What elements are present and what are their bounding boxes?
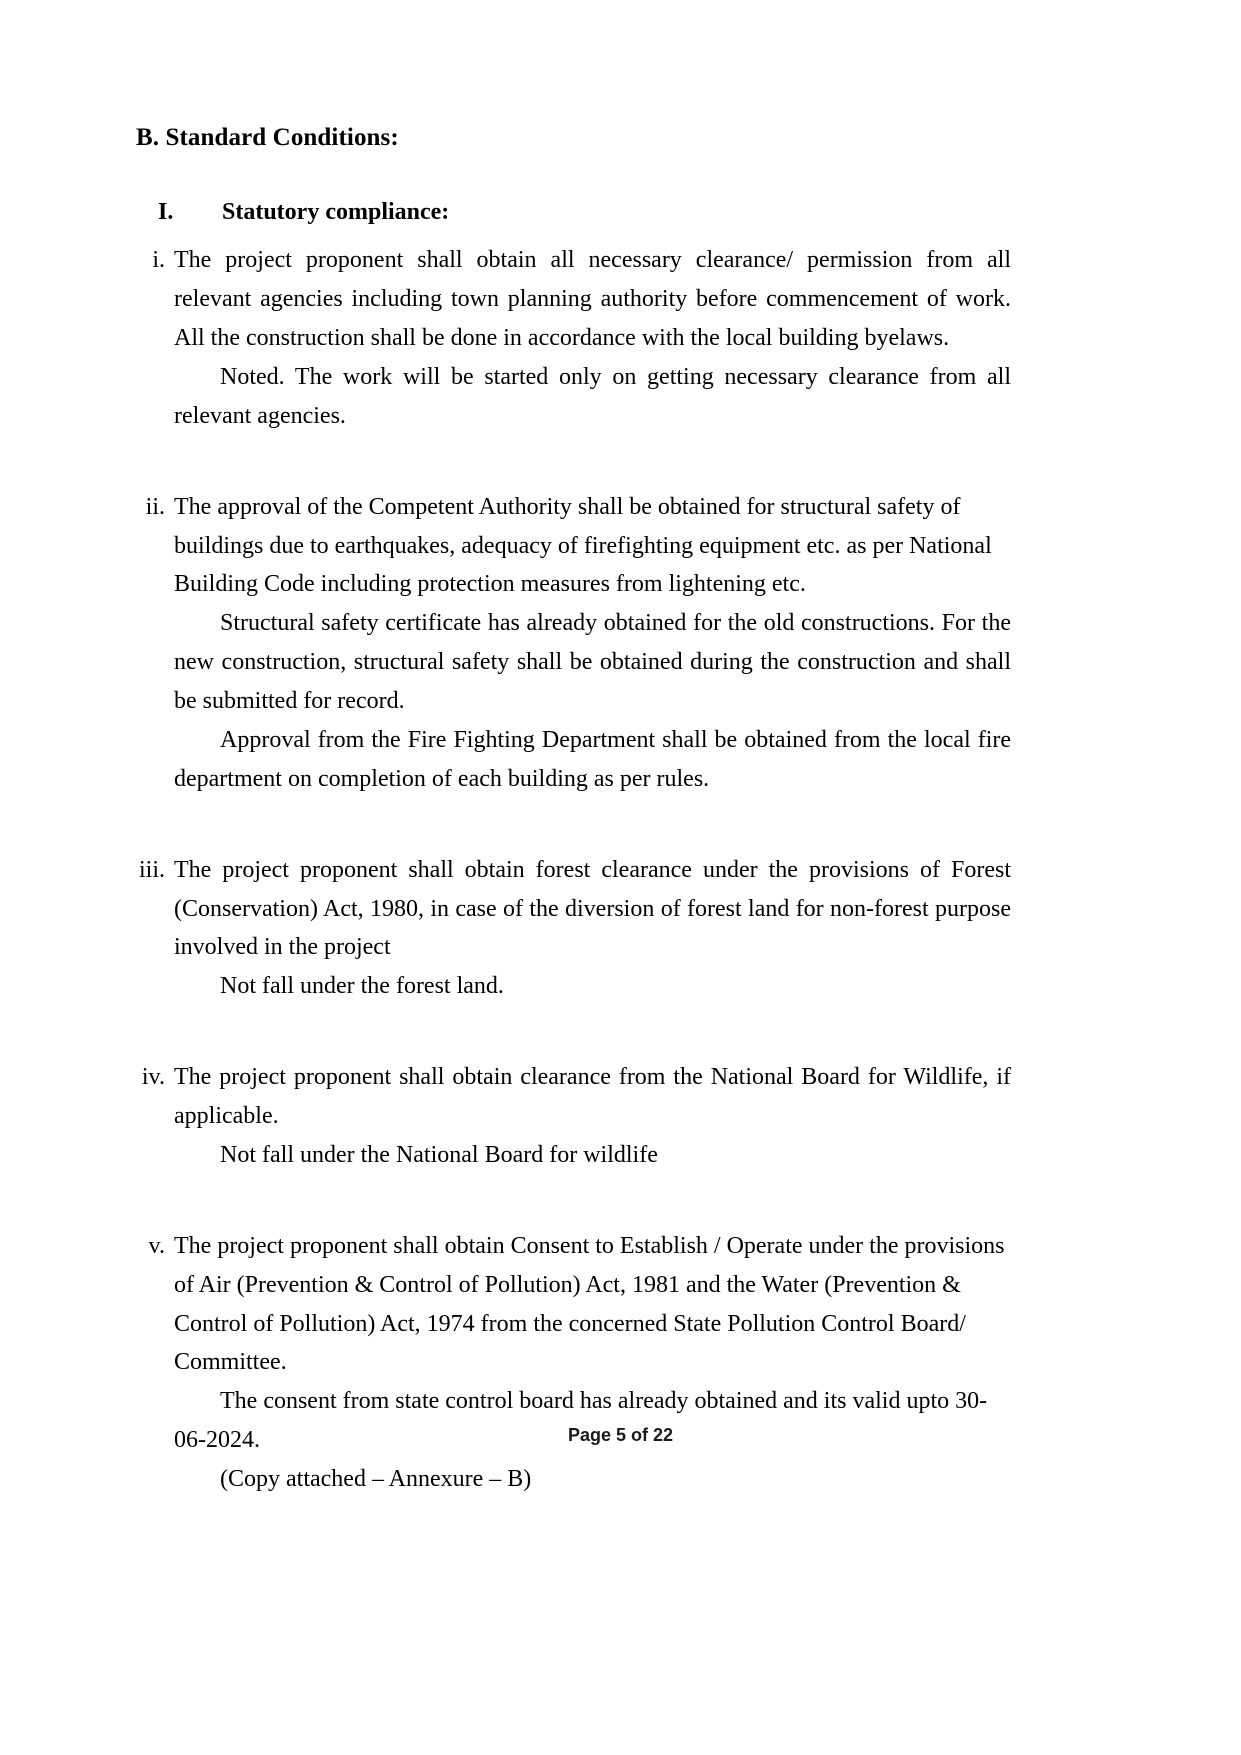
subsection-heading <box>136 197 1011 227</box>
spacer <box>136 436 1011 488</box>
subsection-title: Statutory compliance: <box>222 199 450 226</box>
spacer <box>136 1006 1011 1058</box>
list-item-body <box>174 488 1011 799</box>
list-item <box>136 851 1011 1007</box>
condition-text: The project proponent shall obtain forest clearance under the provisions of Forest (Conservation) Act, 1980, in case of the diversion of forest land for non-forest purpose involved in the project <box>174 856 1011 961</box>
list-item <box>136 1227 1011 1499</box>
response-text: Structural safety certificate has already obtained for the old constructions. For the new construction, structural safety shall be obtained during the construction and shall be submitted for record. <box>174 610 1011 714</box>
list-item-body <box>174 1227 1011 1499</box>
condition-text: The project proponent shall obtain all necessary clearance/ permission from all relevant agencies including town planning authority before commencement of work. All the construction shall be done in accordance with the local building byelaws. <box>174 247 1011 351</box>
page-number-label: Page 5 of 22 <box>567 1425 674 1445</box>
page-content <box>136 122 1011 1499</box>
response-text: Not fall under the National Board for wildlife <box>220 1141 658 1168</box>
condition-text: The project proponent shall obtain clearance from the National Board for Wildlife, if applicable. <box>174 1064 1011 1129</box>
list-item <box>136 1058 1011 1175</box>
list-item <box>136 241 1011 435</box>
spacer <box>136 799 1011 851</box>
response-text: Not fall under the forest land. <box>220 973 504 1000</box>
list-item-marker: i. <box>152 247 165 274</box>
list-item-body <box>174 1058 1011 1175</box>
response-text: Approval from the Fire Fighting Department shall be obtained from the local fire department on completion of each building as per rules. <box>174 726 1011 792</box>
list-item-marker: iv. <box>141 1064 165 1091</box>
list-item-body <box>174 851 1011 1007</box>
list-item-marker: v. <box>148 1232 165 1259</box>
subsection-numeral: I. <box>158 199 174 226</box>
condition-text: The approval of the Competent Authority shall be obtained for structural safety of buildings due to earthquakes, adequacy of firefighting equipment etc. as per National Building Code including protection measures from lightening etc. <box>174 493 992 598</box>
response-text: Noted. The work will be started only on getting necessary clearance from all relevant agencies. <box>174 363 1011 429</box>
spacer <box>136 1175 1011 1227</box>
list-item-body <box>174 241 1011 435</box>
list-item-marker: iii. <box>138 856 165 883</box>
condition-text: The project proponent shall obtain Consent to Establish / Operate under the provisions of Air (Prevention & Control of Pollution) Act, 1981 and the Water (Prevention & Control of Pollution) Act, 1974 from the concerned State Pollution Control Board/ Committee. <box>174 1232 1005 1376</box>
page-footer <box>0 1425 1241 1446</box>
list-item-marker: ii. <box>145 493 165 520</box>
list-item <box>136 488 1011 799</box>
page-title: B. Standard Conditions: <box>136 124 399 151</box>
response-text: The consent from state control board has already obtained and its valid upto 30-06-2024. <box>174 1388 988 1454</box>
response-text: (Copy attached – Annexure – B) <box>220 1466 532 1492</box>
